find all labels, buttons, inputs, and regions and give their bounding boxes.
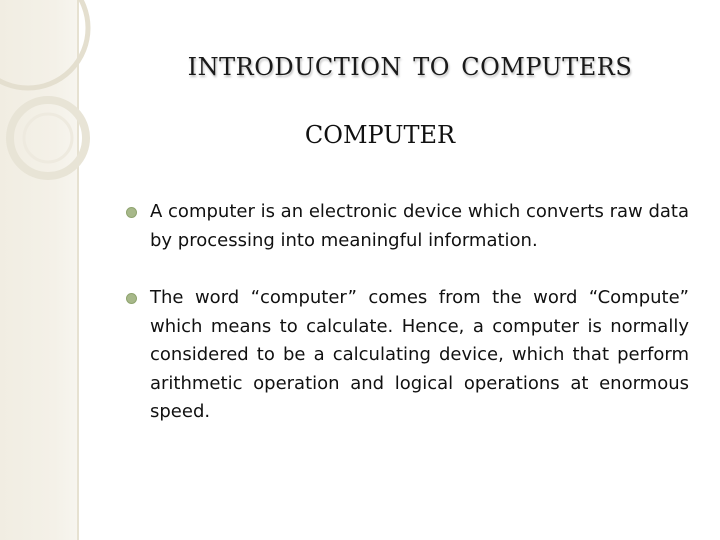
- slide-subtitle: computer: [304, 112, 456, 152]
- bullet-list: [126, 198, 689, 456]
- bullet-item: [126, 284, 689, 427]
- decorative-circles: [0, 0, 140, 220]
- bullet-item: [126, 198, 689, 255]
- bullet-text: The word “computer” comes from the word “Compute” which means to calculate. Hence, a computer is normally considered to be a calculating device, which that perform arithmetic operation and logical operations at enormous speed.: [150, 287, 689, 422]
- bullet-dot-icon: [126, 207, 137, 218]
- bullet-text: A computer is an electronic device which converts raw data by processing into meaningful information.: [150, 201, 689, 251]
- bullet-dot-icon: [126, 293, 137, 304]
- slide-title: introduction to computers: [187, 44, 633, 84]
